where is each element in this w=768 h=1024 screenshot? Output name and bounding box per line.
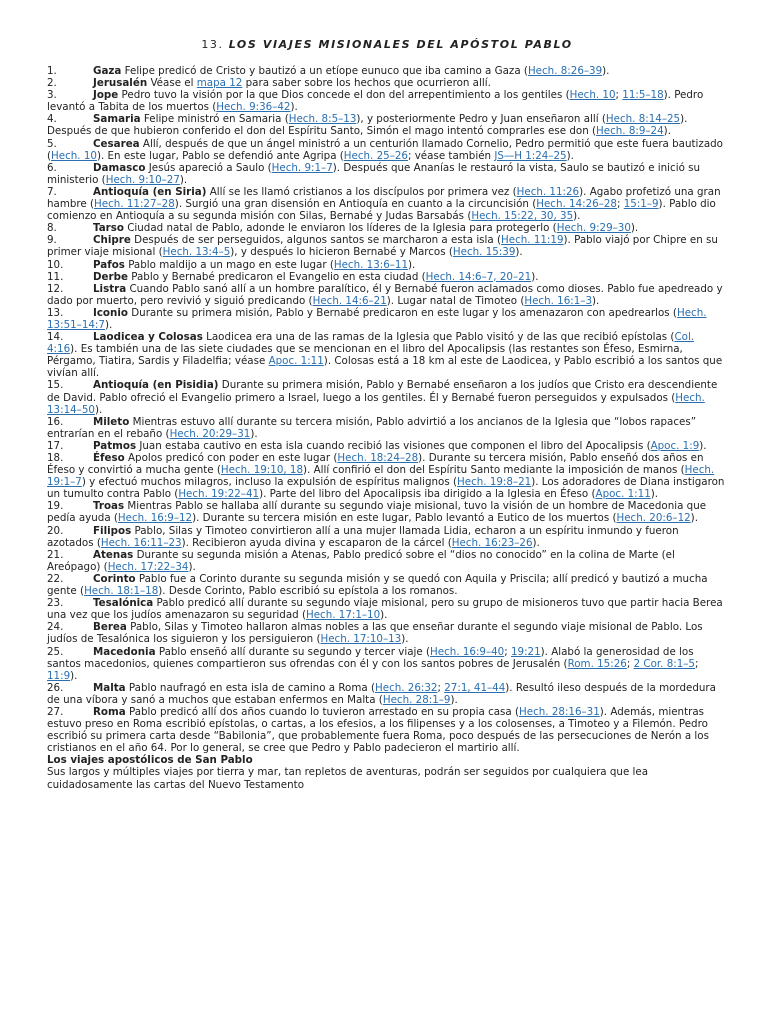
entry-22 bbox=[47, 573, 727, 597]
entry-text: Durante su primera misión, Pablo y Bernabé enseñaron a los judíos que Cristo era descendiente de David. Pablo ofreció el Evangelio primero a Israel, luego a los gentiles. Él y Bernabé fueron perseguidos y expulsados ( bbox=[47, 379, 718, 404]
place-name: Tarso bbox=[93, 222, 124, 235]
scripture-link[interactable]: Hech. 19:8–21 bbox=[457, 476, 532, 489]
entry-text: Pablo naufragó en esta isla de camino a Roma ( bbox=[128, 681, 375, 694]
entry-text: ). Después de que hubieron conferido el don del Espíritu Santo, Simón el mago intentó comprarles ese don ( bbox=[47, 113, 688, 138]
entry-text: ) y efectuó muchos milagros, incluso la expulsión de espíritus malignos ( bbox=[81, 476, 458, 489]
scripture-link[interactable]: Hech. 9:29–30 bbox=[556, 222, 631, 235]
title-text: LOS VIAJES MISIONALES DEL APÓSTOL PABLO bbox=[228, 38, 573, 51]
entry-number: 12. bbox=[47, 282, 64, 295]
entry-text: ). bbox=[592, 294, 600, 307]
scripture-link[interactable]: 27:1, 41–44 bbox=[444, 681, 506, 694]
entry-text: para saber sobre los hechos que ocurrieron allí. bbox=[242, 77, 491, 90]
place-name: Pafos bbox=[93, 258, 125, 271]
scripture-link[interactable]: Hech. 28:16–31 bbox=[519, 705, 600, 718]
entry-text: Durante su segunda misión a Atenas, Pablo predicó sobre el “dios no conocido” en la colina de Marte (el Areópago) ( bbox=[47, 548, 675, 573]
entry-text: Laodicea era una de las ramas de la Iglesia que Pablo visitó y de las que recibió epístolas ( bbox=[206, 331, 675, 344]
entry-number: 14. bbox=[47, 331, 64, 344]
entry-25 bbox=[47, 646, 727, 682]
scripture-link[interactable]: Hech. 19:1–7 bbox=[47, 464, 715, 489]
entry-3 bbox=[47, 89, 727, 113]
entry-number: 4. bbox=[47, 113, 57, 126]
entry-number: 19. bbox=[47, 500, 64, 513]
scripture-link[interactable]: 11:5–18 bbox=[622, 89, 664, 102]
entry-text: Allí, después de que un ángel ministró a un centurión llamado Cornelio, Pedro permitió que este fuera bautizado ( bbox=[47, 137, 723, 162]
scripture-link[interactable]: JS—H 1:24–25 bbox=[494, 149, 567, 162]
entry-text: ). Los adoradores de Diana instigaron un tumulto contra Pablo ( bbox=[47, 476, 725, 501]
entry-text: Durante su primera misión, Pablo y Bernabé predicaron en este lugar y los amenazaron con apedrearlos ( bbox=[131, 306, 677, 319]
scripture-link[interactable]: mapa 12 bbox=[196, 77, 243, 90]
entry-text: Pablo, Silas y Timoteo convirtieron allí a una mujer llamada Lidia, echaron a un espíritu inmundo y fueron azotados ( bbox=[47, 524, 679, 549]
entry-text: ). bbox=[566, 149, 574, 162]
scripture-link[interactable]: Hech. 10 bbox=[51, 149, 97, 162]
entry-4 bbox=[47, 113, 727, 137]
place-name: Chipre bbox=[93, 234, 131, 247]
entry-17 bbox=[47, 440, 727, 452]
closing-text: Sus largos y múltiples viajes por tierra y mar, tan repletos de aventuras, podrán ser seguidos por cualquiera que lea cuidadosamente las cartas del Nuevo Testamento bbox=[47, 766, 649, 791]
entry-text: ). bbox=[630, 222, 639, 235]
entry-number: 24. bbox=[47, 621, 64, 634]
entry-text: ). bbox=[401, 633, 409, 646]
entry-number: 8. bbox=[47, 222, 57, 235]
entry-text: ). Además, mientras estuvo preso en Roma escribió epístolas, o cartas, a los efesios, a los filipenses y a los colosenses, a Timoteo y a Filemón. Pedro escribió su primera carta desde “Babilonia”, que probablemente fuera Roma, poco después de las persecuciones de Nerón a los cristianos en el año 64. Por lo general, se cree que Pedro y Pablo padecieron el martirio allí. bbox=[47, 705, 709, 755]
document-page bbox=[47, 38, 727, 791]
entry-24 bbox=[47, 621, 727, 645]
entry-text: ). Alabó la generosidad de los santos macedonios, quienes compartieron sus ofrendas con él y con los santos pobres de Jerusalén ( bbox=[47, 645, 694, 670]
place-name: Damasco bbox=[93, 161, 146, 174]
entry-5 bbox=[47, 138, 727, 162]
entry-number: 13. bbox=[47, 306, 64, 319]
place-name: Antioquía (en Pisidia) bbox=[93, 379, 219, 392]
entry-number: 18. bbox=[47, 452, 64, 464]
page-title bbox=[47, 38, 727, 51]
entry-12 bbox=[47, 283, 727, 307]
place-name: Corinto bbox=[93, 572, 136, 585]
entry-text: Después de ser perseguidos, algunos santos se marcharon a esta isla ( bbox=[134, 234, 502, 247]
scripture-link[interactable]: Hech. 16:11–23 bbox=[100, 536, 182, 549]
entry-text: ). bbox=[515, 246, 523, 259]
place-name: Cesarea bbox=[93, 137, 140, 150]
place-name: Samaria bbox=[93, 113, 141, 126]
entry-text: ). bbox=[104, 318, 113, 331]
entry-2 bbox=[47, 77, 727, 89]
entry-text: ). bbox=[699, 439, 707, 452]
entry-text: ). bbox=[250, 427, 258, 440]
scripture-link[interactable]: Hech. 18:1–18 bbox=[84, 585, 159, 598]
place-name: Derbe bbox=[93, 270, 128, 283]
entry-text: ). Durante su tercera misión, Pablo enseñó dos años en Éfeso y convirtió a mucha gente ( bbox=[47, 452, 704, 477]
place-name: Patmos bbox=[93, 439, 137, 452]
scripture-link[interactable]: 15:1–9 bbox=[623, 198, 659, 211]
entry-text: ). Pablo viajó por Chipre en su primer viaje misional ( bbox=[47, 234, 718, 259]
scripture-link[interactable]: Hech. 9:10–27 bbox=[105, 173, 180, 186]
entry-text: ). bbox=[690, 512, 698, 525]
scripture-link[interactable]: Hech. 14:6–21 bbox=[312, 294, 387, 307]
place-name: Jerusalén bbox=[93, 77, 148, 90]
entry-text: Pablo predicó allí durante su segundo viaje misional, pero su grupo de misioneros tuvo que partir hacia Berea una vez que los judíos amenazaron su seguridad ( bbox=[47, 597, 723, 622]
place-name: Berea bbox=[93, 621, 127, 634]
place-name: Troas bbox=[93, 500, 125, 513]
entry-number: 9. bbox=[47, 234, 57, 247]
entry-number: 27. bbox=[47, 705, 64, 718]
place-name: Malta bbox=[93, 681, 126, 694]
entry-text: ). bbox=[179, 173, 188, 186]
scripture-link[interactable]: Hech. 28:1–9 bbox=[382, 693, 451, 706]
entry-number: 21. bbox=[47, 548, 64, 561]
scripture-link[interactable]: Hech. 20:29–31 bbox=[169, 427, 251, 440]
place-name: Filipos bbox=[93, 524, 132, 537]
entry-text: Felipe ministró en Samaria ( bbox=[143, 113, 289, 126]
entry-20 bbox=[47, 525, 727, 549]
entry-text: ; bbox=[694, 657, 699, 670]
entry-text: Pablo y Bernabé predicaron el Evangelio en esta ciudad ( bbox=[131, 270, 426, 283]
entry-number: 15. bbox=[47, 379, 64, 392]
entry-6 bbox=[47, 162, 727, 186]
entry-number: 22. bbox=[47, 572, 64, 585]
place-name: Laodicea y Colosas bbox=[93, 331, 203, 344]
entry-text: ). bbox=[408, 258, 416, 271]
entry-9 bbox=[47, 234, 727, 258]
entry-19 bbox=[47, 500, 727, 524]
entry-number: 2. bbox=[47, 77, 57, 90]
entry-text: ). Pedro levantó a Tabita de los muertos ( bbox=[47, 89, 704, 114]
scripture-link[interactable]: Hech. 8:14–25 bbox=[605, 113, 681, 126]
scripture-link[interactable]: Apoc. 1:11 bbox=[595, 488, 651, 501]
scripture-link[interactable]: Hech. 18:24–28 bbox=[337, 452, 419, 464]
place-name: Iconio bbox=[93, 306, 128, 319]
entry-text: Jesús apareció a Saulo ( bbox=[148, 161, 272, 174]
entry-text: ). bbox=[188, 560, 196, 573]
scripture-link[interactable]: Hech. 10 bbox=[569, 89, 616, 102]
entry-number: 7. bbox=[47, 185, 57, 198]
entry-text: Felipe predicó de Cristo y bautizó a un etíope eunuco que iba camino a Gaza ( bbox=[124, 65, 528, 77]
scripture-link[interactable]: Hech. 26:32 bbox=[375, 681, 438, 694]
entry-text: Juan estaba cautivo en esta isla cuando recibió las visiones que componen el libro del Apocalipsis ( bbox=[139, 439, 651, 452]
entry-text: ). Pablo dio comienzo en Antioquía a su segunda misión con Silas, Bernabé y Judas Barsabás ( bbox=[47, 198, 716, 223]
entry-text: Allí se les llamó cristianos a los discípulos por primera vez ( bbox=[209, 185, 517, 198]
scripture-link[interactable]: Hech. 17:10–13 bbox=[320, 633, 402, 646]
entry-text: ). Parte del libro del Apocalipsis iba dirigido a la Iglesia en Éfeso ( bbox=[259, 488, 596, 501]
entry-number: 20. bbox=[47, 524, 64, 537]
scripture-link[interactable]: Hech. 19:10, 18 bbox=[220, 464, 304, 477]
entry-text: ; bbox=[616, 198, 624, 211]
entry-text: ; bbox=[626, 657, 634, 670]
entry-text: ; véase también bbox=[407, 149, 495, 162]
entry-text: ), y después lo hicieron Bernabé y Marcos ( bbox=[230, 246, 453, 259]
entry-1 bbox=[47, 65, 727, 77]
scripture-link[interactable]: Hech. 16:1–3 bbox=[524, 294, 592, 307]
entry-text: Mientras estuvo allí durante su tercera misión, Pablo advirtió a los ancianos de la Iglesia que “lobos rapaces” entrarían en el rebaño ( bbox=[47, 415, 697, 440]
entry-text: Pedro tuvo la visión por la que Dios concede el don del arrepentimiento a los gentiles ( bbox=[121, 89, 570, 102]
scripture-link[interactable]: Hech. 9:1–7 bbox=[271, 161, 333, 174]
entry-text: ). Durante su tercera misión en este lugar, Pablo levantó a Eutico de los muertos ( bbox=[192, 512, 617, 525]
scripture-link[interactable]: Hech. 13:51–14:7 bbox=[47, 306, 707, 331]
scripture-link[interactable]: Hech. 14:6–7, 20–21 bbox=[425, 270, 532, 283]
closing-heading: Los viajes apostólicos de San Pablo bbox=[47, 754, 253, 767]
entry-text: ). Lugar natal de Timoteo ( bbox=[386, 294, 525, 307]
entry-text: ; bbox=[504, 645, 511, 658]
entry-text: ). Es también una de las siete ciudades que se mencionan en el libro del Apocalipsis (las restantes son Éfeso, Esmirna, Pérgamo, Tiatira, Sardis y Filadelfia; véase bbox=[47, 343, 683, 368]
scripture-link[interactable]: Hech. 13:4–5 bbox=[162, 246, 231, 259]
entry-number: 6. bbox=[47, 161, 57, 174]
scripture-link[interactable]: Apoc. 1:9 bbox=[650, 439, 700, 452]
entry-text: ). bbox=[290, 101, 298, 114]
scripture-link[interactable]: Hech. 16:9–40 bbox=[430, 645, 505, 658]
scripture-link[interactable]: Hech. 16:9–12 bbox=[117, 512, 193, 525]
entry-text: Pablo enseñó allí durante su segundo y tercer viaje ( bbox=[158, 645, 431, 658]
scripture-link[interactable]: Hech. 15:39 bbox=[452, 246, 516, 259]
place-name: Antioquía (en Siria) bbox=[93, 185, 207, 198]
entry-text: ). Resultó ileso después de la mordedura de una víbora y sanó a muchos que estaban enfermos en Malta ( bbox=[47, 681, 716, 706]
entry-number: 25. bbox=[47, 645, 64, 658]
entry-7 bbox=[47, 186, 727, 222]
entry-number: 11. bbox=[47, 270, 64, 283]
scripture-link[interactable]: Hech. 16:23–26 bbox=[451, 536, 533, 549]
entry-number: 3. bbox=[47, 89, 57, 102]
place-name: Atenas bbox=[93, 548, 134, 561]
entry-text: Mientras Pablo se hallaba allí durante su segundo viaje misional, tuvo la visión de un hombre de Macedonia que pedía ayuda ( bbox=[47, 500, 707, 525]
entry-list bbox=[47, 65, 727, 754]
scripture-link[interactable]: Apoc. 1:11 bbox=[268, 355, 324, 368]
scripture-link[interactable]: Hech. 13:6–11 bbox=[333, 258, 409, 271]
scripture-link[interactable]: Hech. 11:26 bbox=[516, 185, 580, 198]
entry-18 bbox=[47, 452, 727, 500]
scripture-link[interactable]: Hech. 11:19 bbox=[501, 234, 564, 247]
title-number: 13. bbox=[201, 38, 224, 51]
scripture-link[interactable]: Rom. 15:26 bbox=[567, 657, 627, 670]
place-name: Roma bbox=[93, 705, 126, 718]
entry-text: Ciudad natal de Pablo, adonde le enviaron los líderes de la Iglesia para protegerlo ( bbox=[127, 222, 557, 235]
entry-number: 17. bbox=[47, 439, 64, 452]
entry-23 bbox=[47, 597, 727, 621]
entry-text: ). Allí confirió el don del Espíritu Santo mediante la imposición de manos ( bbox=[303, 464, 685, 477]
place-name: Mileto bbox=[93, 415, 130, 428]
entry-10 bbox=[47, 259, 727, 271]
entry-text: Apolos predicó con poder en este lugar ( bbox=[127, 452, 338, 464]
scripture-link[interactable]: Hech. 8:9–24 bbox=[596, 125, 664, 138]
entry-11 bbox=[47, 271, 727, 283]
entry-15 bbox=[47, 379, 727, 415]
entry-text: ). Desde Corinto, Pablo escribió su epístola a los romanos. bbox=[158, 585, 458, 598]
entry-text: ). Colosas está a 18 km al este de Laodicea, y Pablo escribió a los santos que vivían allí. bbox=[47, 355, 723, 380]
entry-text: ). bbox=[450, 693, 458, 706]
entry-text: ). bbox=[663, 125, 671, 138]
scripture-link[interactable]: Hech. 14:26–28 bbox=[536, 198, 617, 211]
entry-21 bbox=[47, 549, 727, 573]
entry-number: 10. bbox=[47, 258, 64, 271]
scripture-link[interactable]: Hech. 17:22–34 bbox=[107, 560, 189, 573]
scripture-link[interactable]: 19:21 bbox=[510, 645, 541, 658]
entry-text: ). En este lugar, Pablo se defendió ante Agripa ( bbox=[96, 149, 344, 162]
place-name: Macedonia bbox=[93, 645, 156, 658]
entry-number: 26. bbox=[47, 681, 64, 694]
place-name: Jope bbox=[93, 89, 119, 102]
place-name: Éfeso bbox=[93, 452, 125, 464]
scripture-link[interactable]: Hech. 17:1–10 bbox=[305, 609, 381, 622]
entry-text: ). Recibieron ayuda divina y escaparon de la cárcel ( bbox=[181, 536, 452, 549]
scripture-link[interactable]: Hech. 8:5–13 bbox=[288, 113, 357, 126]
entry-text: ). Surgió una gran disensión en Antioquía en cuanto a la circuncisión ( bbox=[174, 198, 537, 211]
entry-text: ). Agabo profetizó una gran hambre ( bbox=[47, 185, 721, 211]
scripture-link[interactable]: Hech. 15:22, 30, 35 bbox=[471, 210, 574, 223]
entry-text: Véase el bbox=[150, 77, 197, 90]
entry-14 bbox=[47, 331, 727, 379]
entry-text: ). bbox=[602, 65, 610, 77]
entry-text: Pablo maldijo a un mago en este lugar ( bbox=[128, 258, 334, 271]
entry-text: Pablo predicó allí dos años cuando lo tuvieron arrestado en su propia casa ( bbox=[128, 705, 520, 718]
scripture-link[interactable]: 11:9 bbox=[47, 669, 71, 682]
entry-8 bbox=[47, 222, 727, 234]
scripture-link[interactable]: Hech. 20:6–12 bbox=[616, 512, 691, 525]
place-name: Gaza bbox=[93, 65, 122, 77]
entry-text: ). bbox=[531, 270, 539, 283]
entry-text: ). bbox=[650, 488, 659, 501]
place-name: Tesalónica bbox=[93, 597, 154, 610]
scripture-link[interactable]: 2 Cor. 8:1–5 bbox=[633, 657, 695, 670]
entry-text: Cuando Pablo sanó allí a un hombre paralítico, él y Bernabé fueron aclamados como dioses. Pablo fue apedreado y dado por muerto, pero revivió y siguió predicando ( bbox=[47, 282, 723, 307]
entry-text: ). Después que Ananías le restauró la vista, Saulo se bautizó e inició su ministerio ( bbox=[47, 161, 701, 186]
entry-16 bbox=[47, 416, 727, 440]
entry-text: ; bbox=[615, 89, 623, 102]
entry-26 bbox=[47, 682, 727, 706]
scripture-link[interactable]: Hech. 9:36–42 bbox=[216, 101, 291, 114]
entry-text: ). bbox=[532, 536, 540, 549]
entry-13 bbox=[47, 307, 727, 331]
entry-number: 1. bbox=[47, 65, 57, 77]
entry-text: ; bbox=[437, 681, 445, 694]
scripture-link[interactable]: Hech. 19:22–41 bbox=[178, 488, 260, 501]
entry-27 bbox=[47, 706, 727, 754]
scripture-link[interactable]: Hech. 25–26 bbox=[343, 149, 408, 162]
place-name: Listra bbox=[93, 282, 127, 295]
entry-text: ), y posteriormente Pedro y Juan enseñaron allí ( bbox=[356, 113, 606, 126]
entry-number: 16. bbox=[47, 415, 64, 428]
entry-text: ). bbox=[380, 609, 388, 622]
entry-number: 5. bbox=[47, 137, 57, 150]
entry-text: ). bbox=[573, 210, 581, 223]
scripture-link[interactable]: Hech. 11:27–28 bbox=[94, 198, 175, 211]
entry-text: ). bbox=[94, 403, 103, 416]
entry-text: Pablo, Silas y Timoteo hallaron almas nobles a las que enseñar durante el segundo viaje misional de Pablo. Los judíos de Tesalónica los siguieron y los persiguieron ( bbox=[47, 621, 703, 646]
entry-text: Pablo fue a Corinto durante su segunda misión y se quedó con Aquila y Priscila; allí predicó y bautizó a mucha gente ( bbox=[47, 572, 708, 598]
scripture-link[interactable]: Hech. 8:26–39 bbox=[527, 65, 603, 77]
entry-text: ). bbox=[70, 669, 78, 682]
scripture-link[interactable]: Col. 4:16 bbox=[47, 331, 695, 356]
entry-number: 23. bbox=[47, 597, 64, 610]
scripture-link[interactable]: Hech. 13:14–50 bbox=[47, 391, 705, 416]
